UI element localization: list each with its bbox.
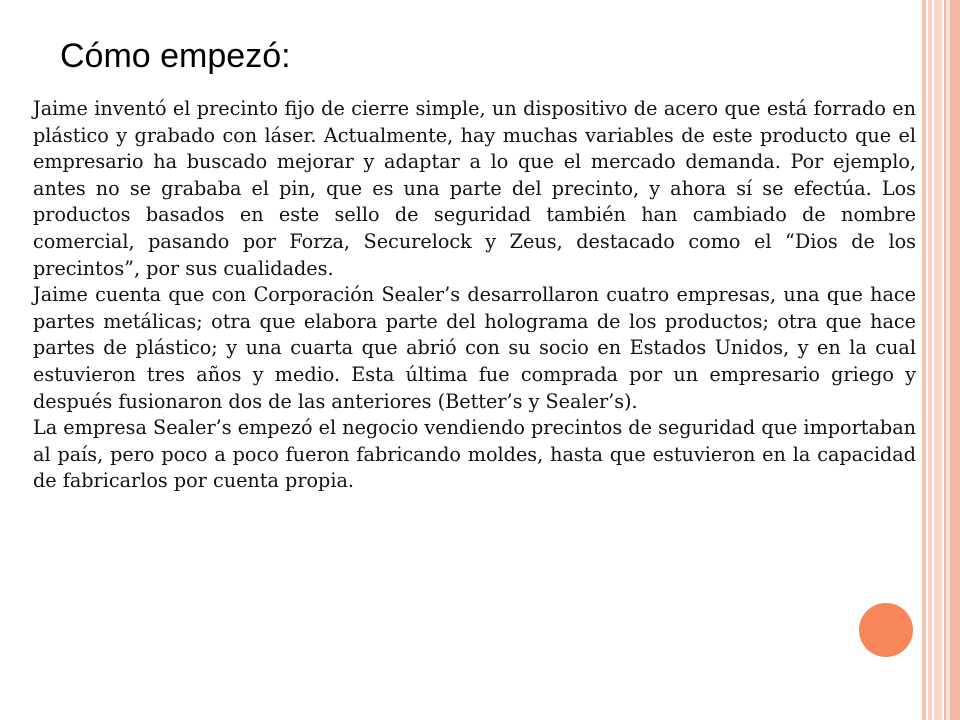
- decorative-stripe: [934, 0, 942, 720]
- slide-body: [33, 96, 916, 495]
- decorative-stripe: [922, 0, 926, 720]
- slide-title: Cómo empezó:: [60, 37, 291, 75]
- decorative-stripe: [946, 0, 950, 720]
- accent-circle: [859, 603, 913, 657]
- body-paragraph: Jaime inventó el precinto fijo de cierre simple, un dispositivo de acero que está forrado en plástico y grabado con láser. Actualmente, hay muchas variables de este producto que el empresario ha buscado mejorar y adaptar a lo que el mercado demanda. Por ejemplo, antes no se grababa el pin, que es una parte del precinto, y ahora sí se efectúa. Los productos basados en este sello de seguridad también han cambiado de nombre comercial, pasando por Forza, Securelock y Zeus, destacado como el “Dios de los precintos”, por sus cualidades.: [33, 97, 916, 280]
- decorative-stripe: [928, 0, 932, 720]
- body-paragraph: Jaime cuenta que con Corporación Sealer’s desarrollaron cuatro empresas, una que hace partes metálicas; otra que elabora parte del holograma de los productos; otra que hace partes de plástico; y una cuarta que abrió con su socio en Estados Unidos, y en la cual estuvieron tres años y medio. Esta última fue comprada por un empresario griego y después fusionaron dos de las anteriores (Better’s y Sealer’s).: [33, 283, 916, 413]
- body-paragraph: La empresa Sealer’s empezó el negocio vendiendo precintos de seguridad que importaban al país, pero poco a poco fueron fabricando moldes, hasta que estuvieron en la capacidad de fabricarlos por cuenta propia.: [33, 416, 916, 493]
